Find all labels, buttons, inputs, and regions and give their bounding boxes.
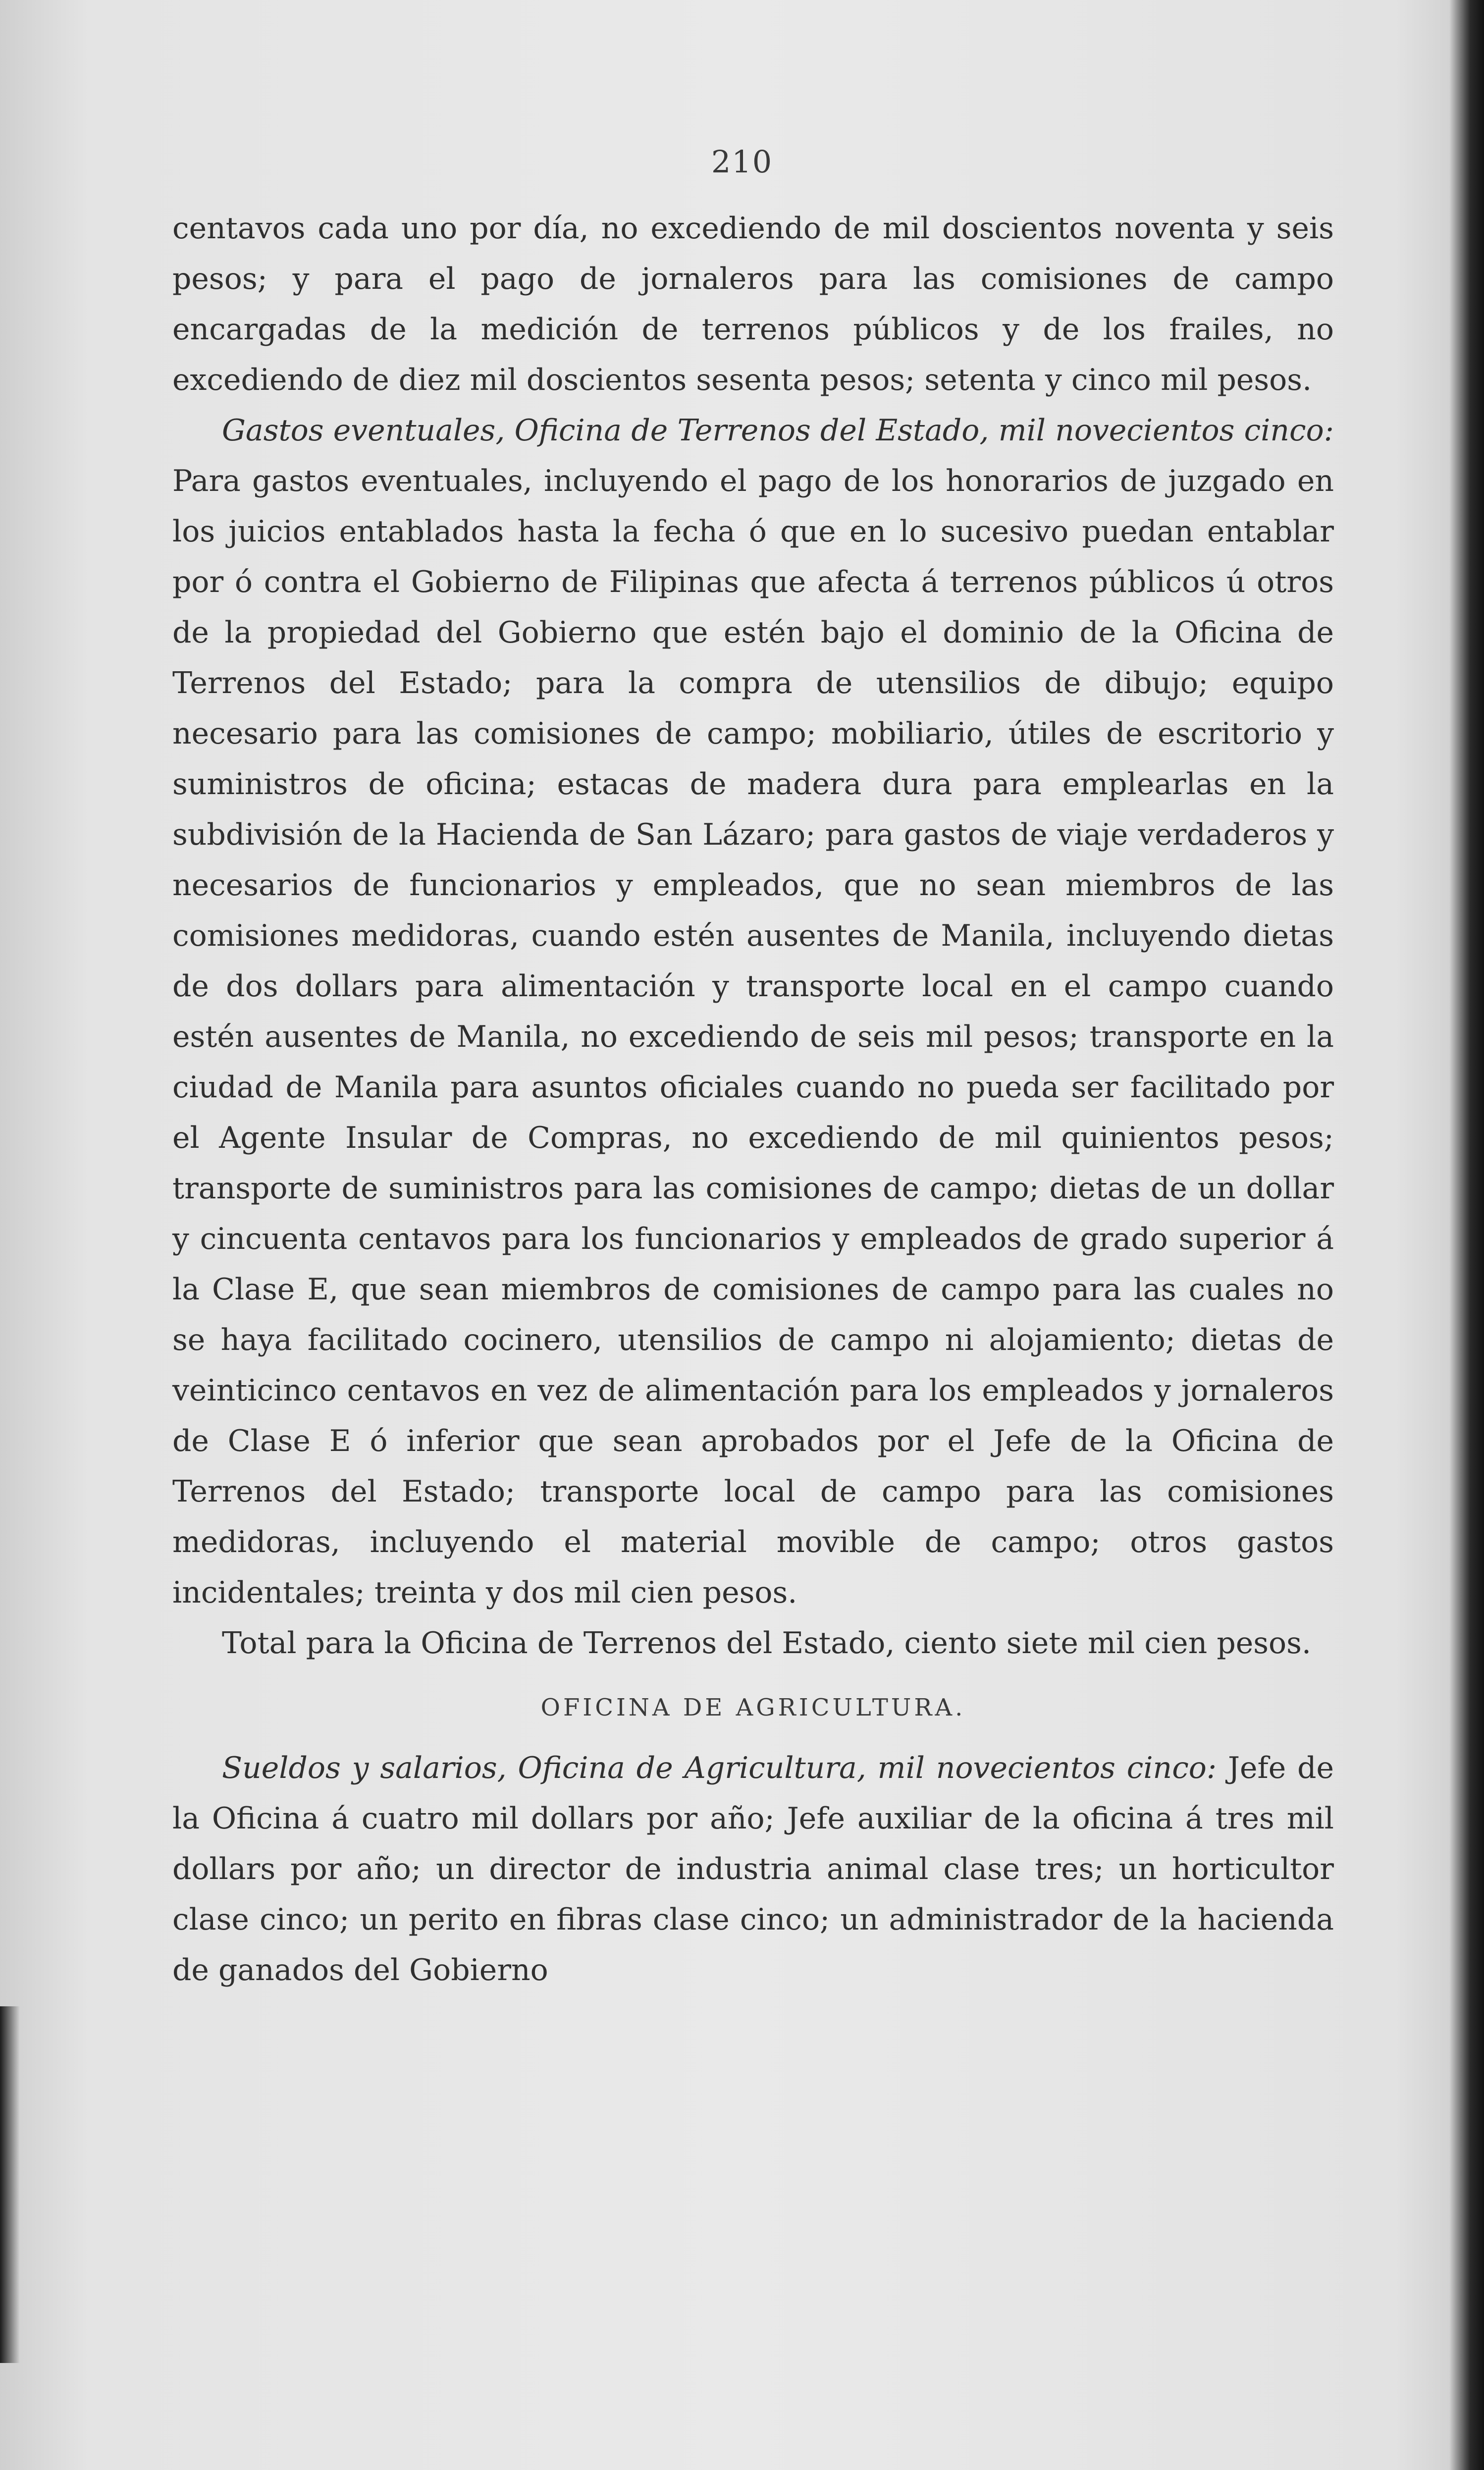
page-number: 210	[711, 144, 773, 180]
body-text	[172, 203, 1334, 1995]
section-heading: OFICINA DE AGRICULTURA.	[540, 1694, 966, 1721]
paragraph-3: Total para la Oficina de Terrenos del Estado, ciento siete mil cien pesos.	[222, 1626, 1312, 1661]
paragraph-2	[172, 405, 1334, 1618]
binding-shadow	[0, 2006, 20, 2363]
paragraph-2-italic-lead: Gastos eventuales, Oficina de Terrenos del Estado, mil novecientos cinco:	[222, 413, 1334, 448]
paragraph-4-text: Jefe de la Oficina á cuatro mil dollars por año; Jefe auxiliar de la oficina á tres mil dollars por año; un director de industria animal clase tres; un horticultor clase cinco; un perito en fibras clase cinco; un administrador de la hacienda de ganados del Gobierno	[172, 1751, 1334, 1987]
paragraph-4	[172, 1743, 1334, 1995]
paragraph-2-text: Para gastos eventuales, incluyendo el pago de los honorarios de juzgado en los juicios entablados hasta la fecha ó que en lo sucesivo puedan entablar por ó contra el Gobierno de Filipinas que afecta á terrenos públicos ú otros de la propiedad del Gobierno que estén bajo el dominio de la Oficina de Terrenos del Estado; para la compra de utensilios de dibujo; equipo necesario para las comisiones de campo; mobiliario, útiles de escritorio y suministros de oficina; estacas de madera dura para emplearlas en la subdivisión de la Hacienda de San Lázaro; para gastos de viaje verdaderos y necesarios de funcionarios y empleados, que no sean miembros de las comisiones medidoras, cuando estén ausentes de Manila, incluyendo dietas de dos dollars para alimentación y transporte local en el campo cuando estén ausentes de Manila, no excediendo de seis mil pesos; transporte en la ciudad de Manila para asuntos oficiales cuando no pueda ser facilitado por el Agente Insular de Compras, no excediendo de mil quinientos pesos; transporte de suministros para las comisiones de campo; dietas de un dollar y cincuenta centavos para los funcionarios y empleados de grado superior á la Clase E, que sean miembros de comisiones de campo para las cuales no se haya facilitado cocinero, utensilios de campo ni alojamiento; dietas de veinticinco centavos en vez de alimentación para los empleados y jornaleros de Clase E ó inferior que sean aprobados por el Jefe de la Oficina de Terrenos del Estado; transporte local de campo para las comisiones medidoras, incluyendo el material movible de campo; otros gastos incidentales; treinta y dos mil cien pesos.	[172, 464, 1334, 1610]
page-edge-shadow	[1449, 0, 1484, 2470]
paragraph-1: centavos cada uno por día, no excediendo de mil doscientos noventa y seis pesos; y para el pago de jornaleros para las comisiones de campo encargadas de la medición de terrenos públicos y de los frailes, no excediendo de diez mil doscientos sesenta pesos; setenta y cinco mil pesos.	[172, 211, 1334, 397]
paragraph-4-italic-lead: Sueldos y salarios, Oficina de Agricultura, mil novecientos cinco:	[222, 1751, 1217, 1785]
